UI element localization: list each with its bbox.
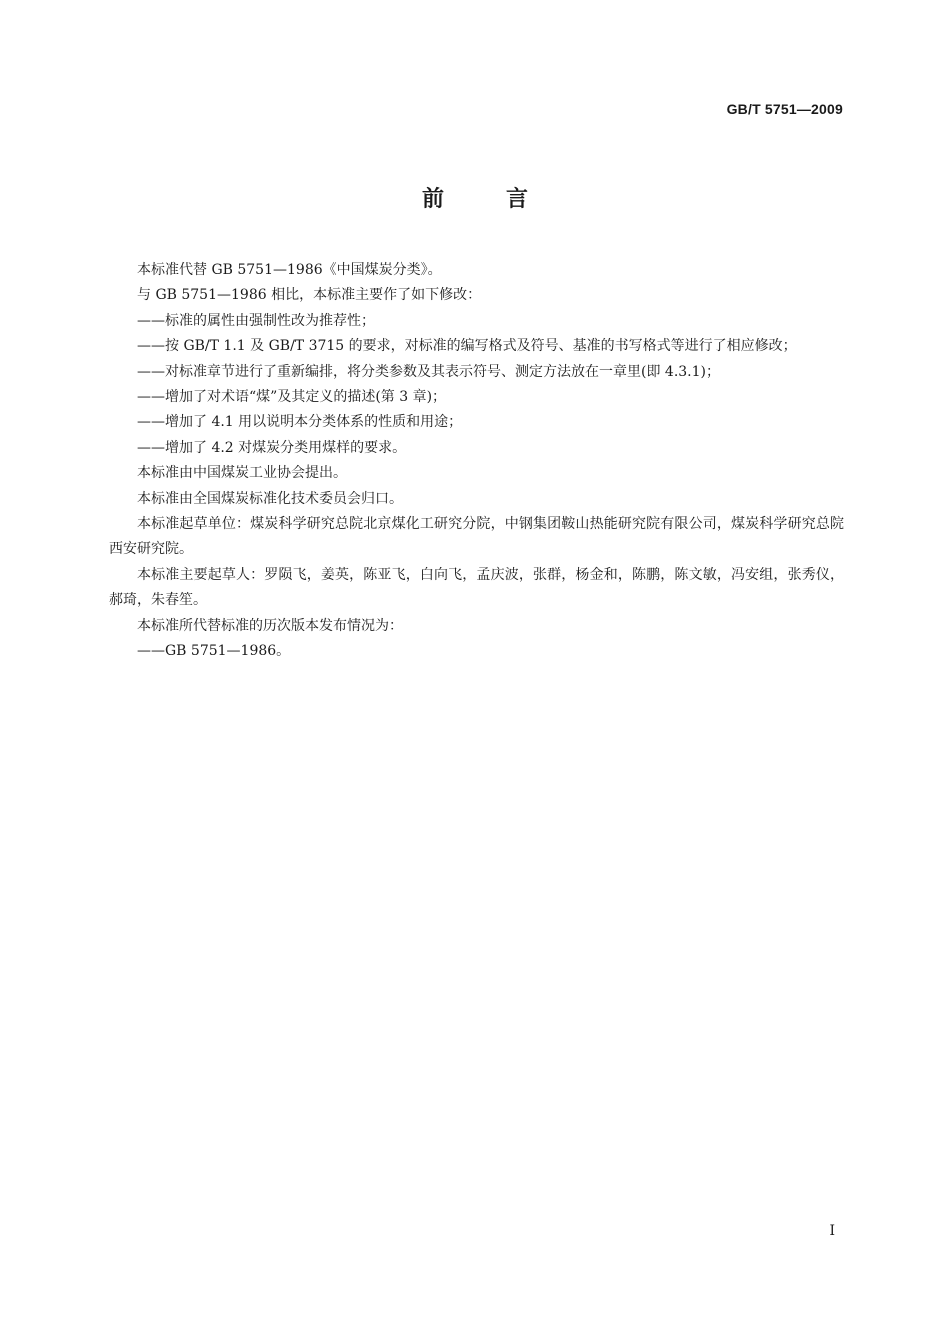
list-item: ——GB 5751—1986。: [137, 643, 291, 660]
paragraph: 与 GB 5751—1986 相比，本标准主要作了如下修改：: [137, 287, 482, 304]
standard-code: GB/T 5751—2009: [726, 101, 843, 117]
list-item: ——对标准章节进行了重新编排，将分类参数及其表示符号、测定方法放在一章里(即 4.3.1)；: [137, 363, 720, 380]
page-title: 前言: [421, 187, 590, 212]
paragraph: 本标准代替 GB 5751—1986《中国煤炭分类》。: [137, 262, 442, 278]
foreword-body: [109, 258, 844, 665]
list-item: ——增加了 4.1 用以说明本分类体系的性质和用途；: [137, 414, 463, 431]
paragraph: 本标准起草单位：煤炭科学研究总院北京煤化工研究分院，中钢集团鞍山热能研究院有限公司，煤炭科学研究总院西安研究院。: [109, 516, 844, 558]
page-number: I: [829, 1223, 835, 1239]
paragraph: 本标准由全国煤炭标准化技术委员会归口。: [137, 490, 403, 507]
paragraph: 本标准由中国煤炭工业协会提出。: [137, 465, 347, 482]
paragraph: 本标准主要起草人：罗陨飞，姜英，陈亚飞，白向飞，孟庆波，张群，杨金和，陈鹏，陈文敏，冯安组，张秀仪，郝琦，朱春笙。: [109, 566, 844, 609]
list-item: ——按 GB/T 1.1 及 GB/T 3715 的要求，对标准的编写格式及符号、基准的书写格式等进行了相应修改；: [137, 338, 797, 355]
list-item: ——增加了对术语“煤”及其定义的描述(第 3 章)；: [137, 389, 447, 406]
paragraph: 本标准所代替标准的历次版本发布情况为：: [137, 617, 403, 634]
list-item: ——增加了 4.2 对煤炭分类用煤样的要求。: [137, 439, 407, 456]
list-item: ——标准的属性由强制性改为推荐性；: [137, 312, 375, 329]
